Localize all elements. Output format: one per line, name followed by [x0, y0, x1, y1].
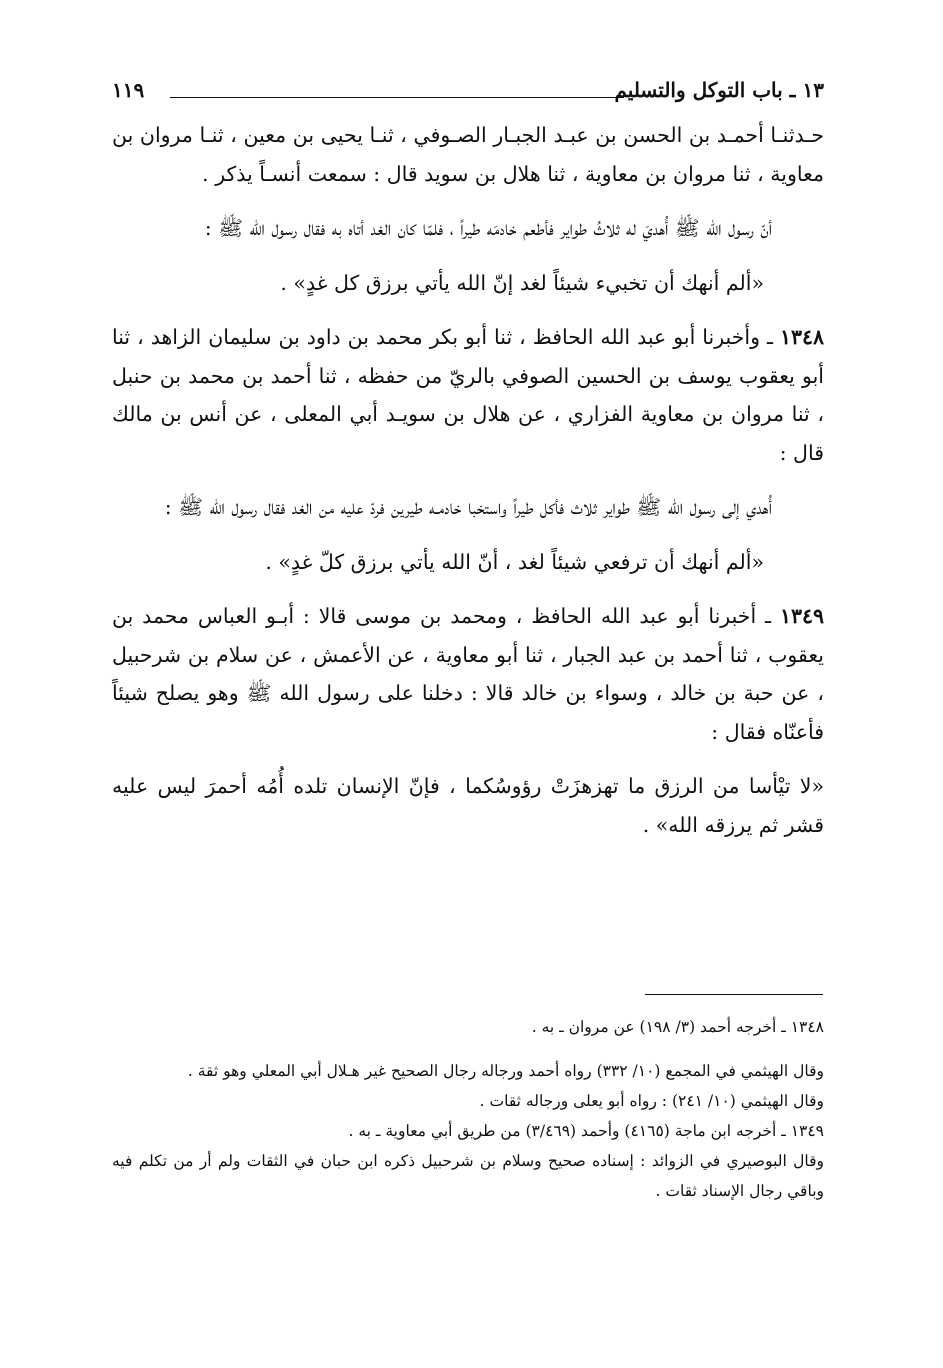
footnote-1349: ١٣٤٩ ـ أخرجه ابن ماجة (٤١٦٥) وأحمد (٣/٤٦٩) من طريق أبي معاوية ـ به .: [348, 1122, 824, 1140]
footnote-1348-majma: وقال الهيثمي في المجمع (١٠/ ٣٣٢) رواه أحمد ورجاله رجال الصحيح غير هـلال أبي المعلي وهو ثقة .: [187, 1062, 824, 1080]
footnote-separator: [645, 994, 823, 995]
paragraph-hadith-1348: [112, 318, 824, 472]
paragraph-hadith-quote-1: «ألم أنهك أن تخبيء شيئاً لغد إنّ الله يأتي برزق كل غدٍ» .: [280, 270, 764, 295]
paragraph-matn-2: أُهدي إلى رسول الله ﷺ طواير ثلاث فأكل طيراً واستخبا خادمـه طيرين فردّ عليه من الغد فقال رسول الله ﷺ :: [164, 495, 772, 519]
footnote-1348: ١٣٤٨ ـ أخرجه أحمد (٣/ ١٩٨) عن مروان ـ به .: [531, 1018, 824, 1036]
paragraph-hadith-1349: [112, 597, 824, 751]
paragraph-isnad-1: حـدثنـا أحمـد بن الحسن بن عبـد الجبـار الصـوفي ، ثنـا يحيى بن معين ، ثنـا مروان بن معاوية ، ثنا مروان بن معاوية ، ثنا هلال بن سويد قال : سمعت أنسـاً يذكر .: [112, 123, 824, 186]
chapter-title: ١٣ ـ باب التوكل والتسليم: [614, 78, 824, 102]
main-text: [112, 116, 824, 844]
paragraph-hadith-quote-2: «ألم أنهك أن ترفعي شيئاً لغد ، أنّ الله يأتي برزق كلّ غدٍ» .: [265, 549, 764, 574]
footnote-1348-haythami: وقال الهيثمي (١٠/ ٢٤١) : رواه أبو يعلى ورجاله ثقات .: [479, 1092, 824, 1110]
hadith-number-1348: ١٣٤٨: [779, 325, 824, 349]
page-number: ١١٩: [112, 78, 145, 102]
paragraph-matn-1: أنّ رسول الله ﷺ أُهديَ له ثلاثُ طواير فأطعم خادمَه طيراً ، فلمّا كان الغد أتاه به فقال رسول الله ﷺ :: [204, 216, 772, 240]
hadith-1348-text: ـ وأخبرنا أبو عبد الله الحافظ ، ثنا أبو بكر محمد بن داود بن سليمان الزاهد ، ثنا أبو يعقوب يوسف بن الحسين الصوفي بالريّ من حفظه ، ثنا أحمد بن محمد بن حنبل ، ثنا مروان بن معاوية الفزاري ، عن هلال بن سويـد أبي المعلى ، عن أنس بن مالك قال :: [112, 325, 824, 465]
paragraph-hadith-quote-3: «لا تيْأسا من الرزق ما تهزهزَتْ رؤوسُكما ، فإنّ الإنسان تلده أُمُه أحمرَ ليس عليه قشر ثم يرزقه الله» .: [112, 774, 824, 837]
footnote-1349-busiri: وقال البوصيري في الزوائد : إسناده صحيح وسلام بن شرحبيل ذكره ابن حبان في الثقات ولم أر من تكلم فيه وباقي رجال الإسناد ثقات .: [112, 1152, 824, 1200]
hadith-number-1349: ١٣٤٩: [779, 604, 824, 628]
header-rule: [170, 97, 624, 98]
running-header: [112, 68, 824, 108]
footnotes: [112, 1012, 824, 1206]
hadith-1349-text: ـ أخبرنا أبو عبد الله الحافظ ، ومحمد بن موسى قالا : أبـو العباس محمد بن يعقوب ، ثنا أحمد بن عبد الجبار ، ثنا أبو معاوية ، عن الأعمش ، عن سلام بن شرحبيل ، عن حبة بن خالد ، وسواء بن خالد قالا : دخلنا على رسول الله ﷺ وهو يصلح شيئاً فأعنّاه فقال :: [112, 604, 824, 744]
